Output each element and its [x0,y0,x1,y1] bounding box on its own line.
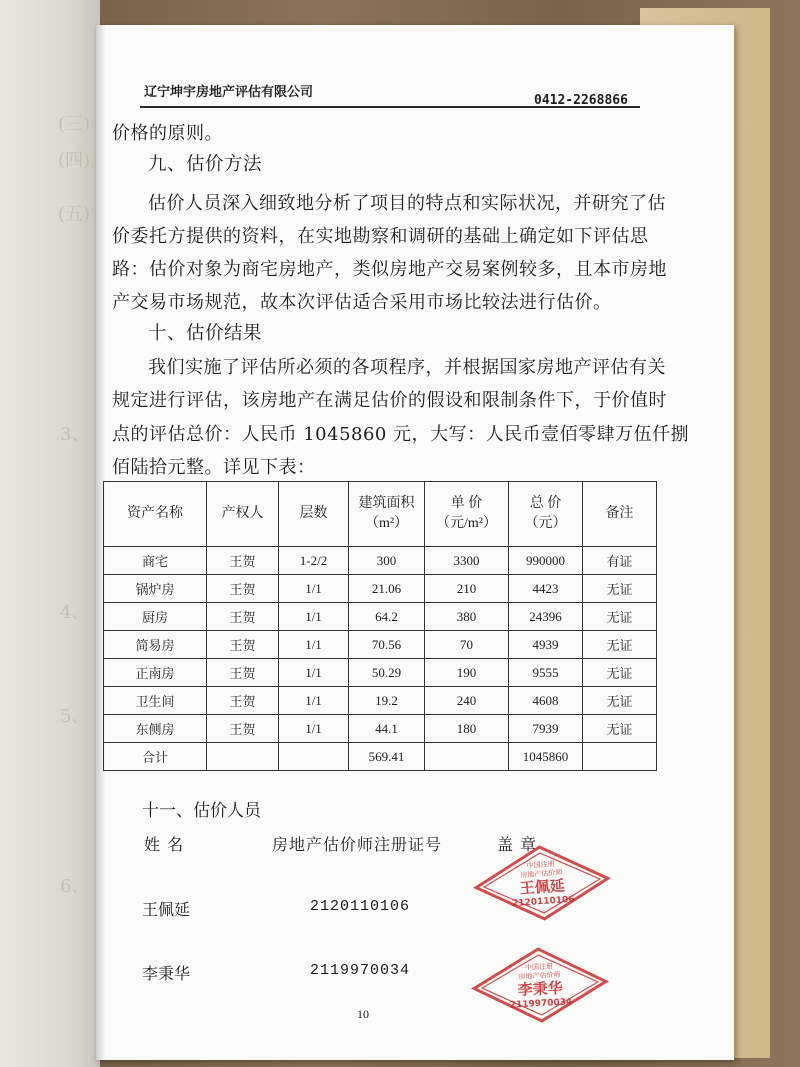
section-9-line: 产交易市场规范，故本次评估适合采用市场比较法进行估价。 [112,292,612,313]
cell-area: 64.2 [349,603,425,631]
cell-area: 19.2 [349,687,425,715]
stamp-name: 王佩延 [519,876,566,898]
page-number: 10 [357,1007,369,1021]
header-unit-price-unit: （元/m²） [436,516,497,531]
cell-total: 9555 [509,659,583,687]
cell-floor: 1/1 [279,659,349,687]
cell-price: 240 [425,687,509,715]
cell-empty [425,743,509,771]
header-asset-name: 资产名称 [104,482,207,547]
table-row [104,603,657,631]
header-company-name: 辽宁坤宇房地产评估有限公司 [144,85,314,100]
section-10-line: 佰陆拾元整。详见下表： [112,457,316,478]
table-header-row [104,482,657,547]
ghost-text: (四) [58,150,91,171]
header-rule [140,106,640,108]
column-name-heading: 姓 名 [144,835,185,854]
header-total-price-label: 总 价 [529,496,562,511]
ghost-text: 6、 [60,876,90,897]
cell-note: 无证 [583,631,657,659]
cell-owner: 王贺 [207,715,279,743]
header-note: 备注 [583,482,657,547]
cell-floor: 1-2/2 [279,547,349,575]
header-area [349,482,425,547]
section-10-line: 规定进行评估，该房地产在满足估价的假设和限制条件下，于价值时 [112,390,667,411]
cell-total-price: 1045860 [509,743,583,771]
cell-floor: 1/1 [279,631,349,659]
ghost-text: 5、 [60,706,90,727]
ghost-text: (五) [58,204,91,225]
cell-note: 有证 [583,547,657,575]
cell-empty [583,743,657,771]
header-unit-price [425,482,509,547]
section-10-line: 点的评估总价：人民币 1045860 元，大写：人民币壹佰零肆万伍仟捌 [112,424,690,445]
table-row [104,575,657,603]
section-9-line: 估价人员深入细致地分析了项目的特点和实际状况，并研究了估 [148,193,666,214]
cell-total: 24396 [509,603,583,631]
ghost-text: 3、 [60,424,90,445]
table-row [104,687,657,715]
header-owner: 产权人 [207,482,279,547]
cell-owner: 王贺 [207,603,279,631]
body-line: 价格的原则。 [112,123,223,144]
cell-price: 190 [425,659,509,687]
cell-owner: 王贺 [207,631,279,659]
cell-note: 无证 [583,659,657,687]
cell-note: 无证 [583,603,657,631]
cell-name: 商宅 [104,547,207,575]
cell-owner: 王贺 [207,659,279,687]
header-phone: 0412-2268866 [534,93,628,108]
header-area-label: 建筑面积 [358,496,415,511]
section-9-line: 路：估价对象为商宅房地产，类似房地产交易案例较多，且本市房地 [112,259,667,280]
cell-area: 300 [349,547,425,575]
stamp-org-line2: 房地产估价师 [518,970,561,982]
header-floor: 层数 [279,482,349,547]
cell-total: 4608 [509,687,583,715]
table-row [104,547,657,575]
cell-note: 无证 [583,575,657,603]
cell-owner: 王贺 [207,547,279,575]
cell-total-area: 569.41 [349,743,425,771]
cell-area: 70.56 [349,631,425,659]
stamp-number: 2119970034 [509,997,573,1011]
cell-owner: 王贺 [207,575,279,603]
cell-empty [279,743,349,771]
cell-floor: 1/1 [279,715,349,743]
cell-note: 无证 [583,687,657,715]
ghost-text: 4、 [60,602,90,623]
cell-price: 210 [425,575,509,603]
appraiser-name: 李秉华 [142,964,191,983]
cell-floor: 1/1 [279,687,349,715]
header-total-price-unit: （元） [524,516,567,531]
table-row [104,659,657,687]
section-10-heading: 十、估价结果 [148,323,263,344]
cell-owner: 王贺 [207,687,279,715]
stamp-number: 2120110106 [511,894,575,910]
section-11-heading: 十一、估价人员 [142,801,261,821]
header-unit-price-label: 单 价 [450,496,483,511]
cell-name: 简易房 [104,631,207,659]
cell-total-label: 合计 [104,743,207,771]
cell-total: 990000 [509,547,583,575]
cell-name: 厨房 [104,603,207,631]
cell-area: 21.06 [349,575,425,603]
table-total-row [104,743,657,771]
cell-area: 50.29 [349,659,425,687]
left-page-edge [0,0,100,1067]
cell-price: 180 [425,715,509,743]
cell-name: 卫生间 [104,687,207,715]
valuation-table-wrapper [103,481,657,771]
cell-empty [207,743,279,771]
section-10-line: 我们实施了评估所必须的各项程序，并根据国家房地产评估有关 [148,357,666,378]
cell-price: 380 [425,603,509,631]
section-9-line: 价委托方提供的资料，在实地勘察和调研的基础上确定如下评估思 [112,226,649,247]
cell-floor: 1/1 [279,575,349,603]
stamp-org-line1: 中国注册 [526,860,555,871]
cell-price: 3300 [425,547,509,575]
cell-area: 44.1 [349,715,425,743]
header-area-unit: （m²） [364,516,409,531]
appraiser-cert-number: 2120110106 [310,898,411,915]
cell-name: 正南房 [104,659,207,687]
cell-floor: 1/1 [279,603,349,631]
cell-price: 70 [425,631,509,659]
header-total-price [509,482,583,547]
cell-total: 7939 [509,715,583,743]
appraiser-name: 王佩延 [142,900,191,919]
table-row [104,715,657,743]
stamp-name: 李秉华 [517,978,564,1000]
cell-total: 4423 [509,575,583,603]
stamp-org-line2: 房地产估价师 [520,868,563,880]
appraiser-cert-number: 2119970034 [310,962,411,979]
ghost-text: (三) [58,114,91,135]
stamp-org-line1: 中国注册 [524,962,554,972]
column-stamp-heading: 盖 章 [497,835,538,854]
seal-stamp-wang [472,843,612,923]
seal-stamp-li [470,945,610,1025]
cell-total: 4939 [509,631,583,659]
column-cert-heading: 房地产估价师注册证号 [272,835,443,854]
table-row [104,631,657,659]
cell-name: 东侧房 [104,715,207,743]
valuation-table [103,481,657,771]
cell-name: 锅炉房 [104,575,207,603]
section-9-heading: 九、估价方法 [148,154,263,175]
cell-note: 无证 [583,715,657,743]
